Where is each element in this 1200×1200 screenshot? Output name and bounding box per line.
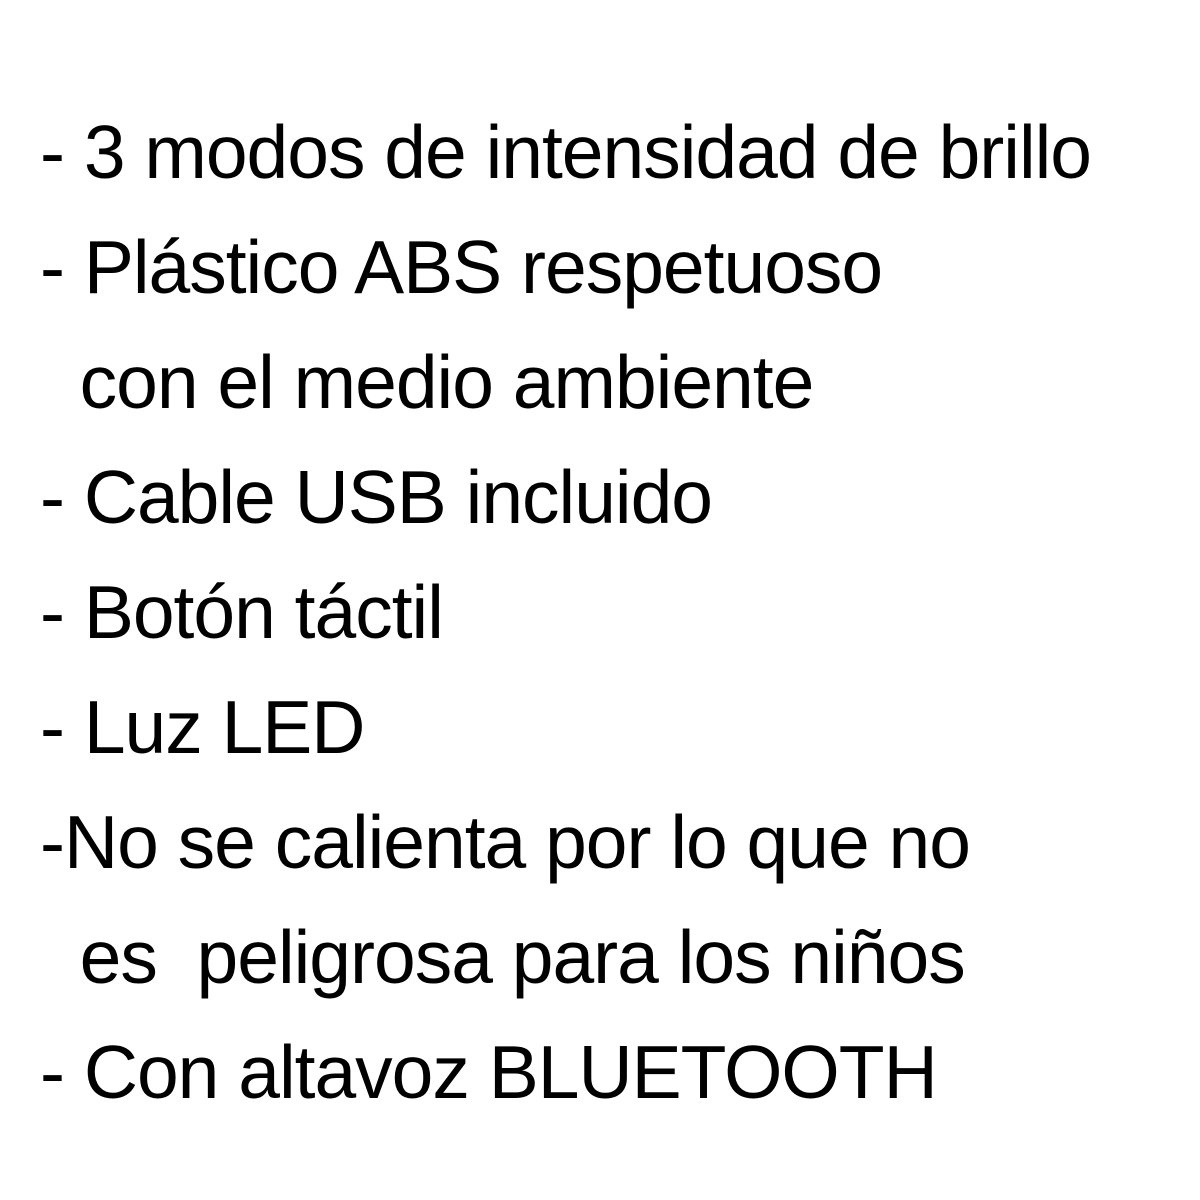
feature-line-usb-cable: - Cable USB incluido: [40, 455, 712, 539]
feature-line-no-heat-cont: es peligrosa para los niños: [40, 915, 965, 999]
feature-line-no-heat: -No se calienta por lo que no: [40, 800, 970, 884]
feature-line-bluetooth-speaker: - Con altavoz BLUETOOTH: [40, 1030, 937, 1114]
feature-line-abs-plastic: - Plástico ABS respetuoso: [40, 225, 883, 309]
feature-line-brightness-modes: - 3 modos de intensidad de brillo: [40, 110, 1091, 194]
feature-line-touch-button: - Botón táctil: [40, 570, 443, 654]
feature-line-led-light: - Luz LED: [40, 685, 365, 769]
feature-line-abs-plastic-cont: con el medio ambiente: [40, 340, 814, 424]
